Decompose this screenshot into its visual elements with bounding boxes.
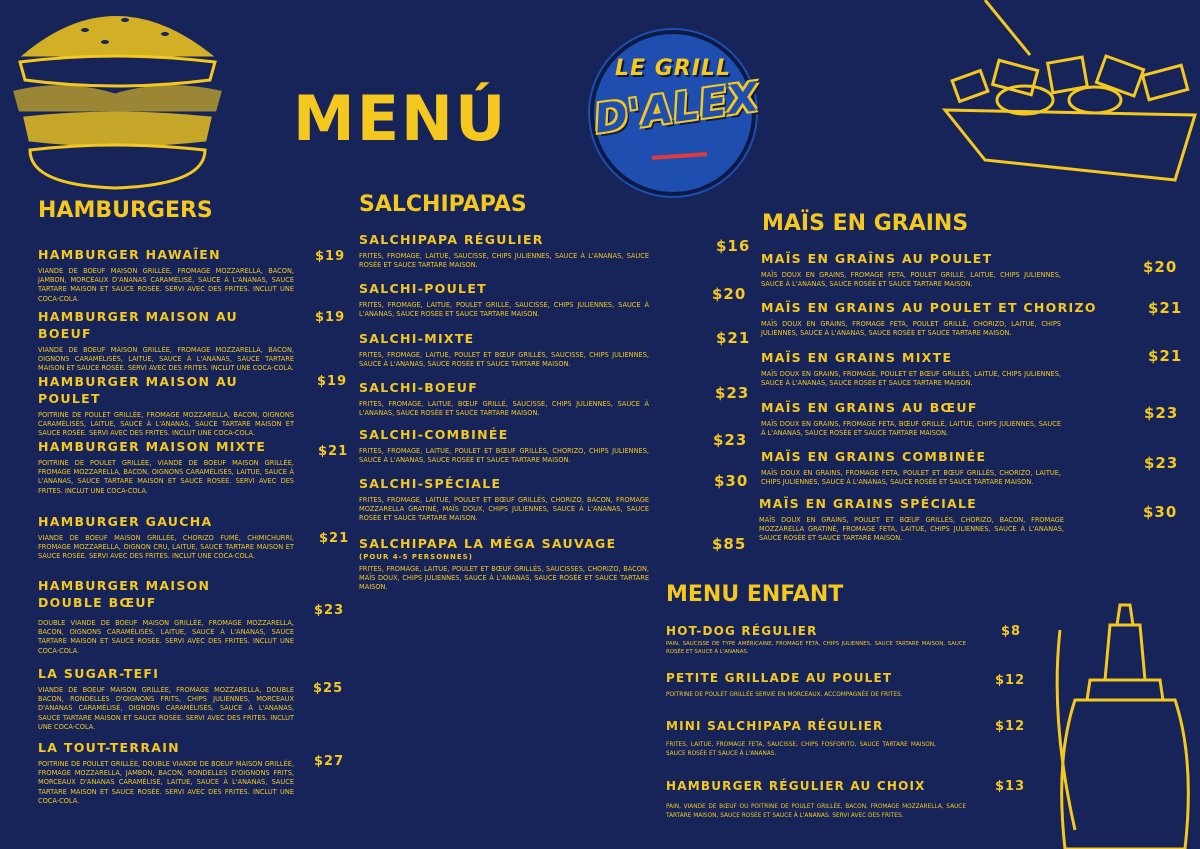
item-name: SALCHI-SPÉCIALE [359, 476, 502, 491]
sauce-bottle-illustration [1045, 600, 1200, 849]
item-description: MAÏS DOUX EN GRAINS, POULET ET BŒUF GRILLÉS, CHORIZO, BACON, FROMAGE MOZZARELLA GRATINÉ, FROMAGE FETA, LAITUE, CHIPS JULIENNES, SAUCE À L'ANANAS, SAUCE ROSÉE ET SAUCE TARTARE MAISON. [759, 516, 1064, 543]
item-description: VIANDE DE BOEUF MAISON GRILLÉE, FROMAGE MOZZARELLA, DOUBLE BACON, RONDELLES D'OIGNONS FRITS, CHIPS JULIENNES, MORCEAUX D'ANANAS CARAMÉLISÉ, OIGNONS CARAMÉLISÉS, SAUCE À L'ANANAS, SAUCE TARTARE MAISON ET SAUCE ROSÉE. SERVI AVEC DES FRITES. INCLUT UNE COCA-COLA. [38, 686, 294, 731]
menu-item [38, 665, 294, 732]
item-price: $23 [1144, 404, 1179, 422]
item-price: $21 [318, 444, 349, 459]
item-description: POITRINE DE POULET GRILLÉE, DOUBLE VIANDE DE BOEUF MAISON GRILLÉE, FROMAGE MOZZARELLA, JAMBON, BACON, RONDELLES D'OIGNONS FRITS, MORCEAUX D'ANANAS CARAMÉLISÉ, LAITUE, SAUCE À L'ANANAS, SAUCE TARTARE MAISON ET SAUCE ROSÉE. SERVI AVEC DES FRITES. INCLUT UNE COCA-COLA. [38, 760, 294, 805]
item-name: SALCHI-MIXTE [359, 331, 475, 346]
menu-item [38, 438, 294, 496]
item-description: PAIN, VIANDE DE BŒUF OU POITRINE DE POULET GRILLÉE, BACON, FROMAGE MOZZARELLA, SAUCE TARTARE MAISON, SAUCE ROSÉE ET SAUCE À L'ANANAS. SERVI AVEC DES FRITES. [666, 804, 966, 820]
menu-item [761, 399, 1101, 438]
menu-item [359, 535, 649, 593]
item-price: $25 [313, 681, 344, 696]
item-name: MAÏS EN GRAINS AU POULET ET CHORIZO [761, 300, 1097, 315]
item-price: $20 [1143, 258, 1178, 276]
item-price: $21 [1148, 299, 1183, 317]
item-price: $19 [315, 310, 346, 325]
item-name: MAÏS EN GRAINS COMBINÉE [761, 449, 987, 464]
section-title-hamburgers: HAMBURGERS [38, 198, 213, 223]
item-price: $12 [995, 673, 1026, 688]
item-price: $30 [714, 472, 749, 490]
menu-title: MENÚ [293, 82, 508, 155]
item-price: $21 [716, 329, 751, 347]
item-description: FRITES, FROMAGE, LAITUE, BŒUF GRILLÉ, SAUCISSE, CHIPS JULIENNES, SAUCE À L'ANANAS, SAUCE ROSÉE ET SAUCE TARTARE MAISON. [359, 400, 649, 418]
item-price: $20 [712, 285, 747, 303]
item-name: MINI SALCHIPAPA RÉGULIER [666, 719, 884, 733]
item-name: HAMBURGER HAWAÏEN [38, 247, 221, 262]
menu-item [359, 231, 649, 270]
menu-item [359, 379, 649, 418]
item-name: MAÏS EN GRAINS SPÉCIALE [759, 496, 978, 511]
item-name: SALCHI-POULET [359, 281, 487, 296]
item-price: $21 [319, 531, 350, 546]
item-price: $8 [1001, 624, 1022, 639]
item-name: SALCHI-COMBINÉE [359, 427, 509, 442]
menu-item [666, 623, 966, 656]
item-description: FRITES, FROMAGE, LAITUE, POULET ET BŒUF GRILLÉS, SAUCISSE, CHIPS JULIENNES, SAUCE À L'ANANAS, SAUCE ROSÉE ET SAUCE TARTARE MAISON. [359, 351, 649, 369]
item-description: MAÏS DOUX EN GRAINS, FROMAGE FETA, POULET GRILLÉ, CHORIZO, LAITUE, CHIPS JULIENNES, SAUCE À L'ANANAS, SAUCE ROSÉE ET SAUCE TARTARE MAISON. [761, 320, 1061, 338]
item-name: MAÏS EN GRAINS AU BŒUF [761, 400, 978, 415]
item-price: $23 [713, 431, 748, 449]
item-price: $23 [1144, 454, 1179, 472]
item-price: $19 [317, 374, 348, 389]
item-description: DOUBLE VIANDE DE BOEUF MAISON GRILLÉE, FROMAGE MOZZARELLA, BACON, OIGNONS CARAMÉLISÉS, LAITUE, SAUCE À L'ANANAS, SAUCE TARTARE MAISON ET SAUCE ROSÉE. SERVI AVEC DES FRITES. INCLUT UNE COCA-COLA. [38, 619, 294, 655]
item-name: MAÏS EN GRAINS MIXTE [761, 350, 953, 365]
item-name: PETITE GRILLADE AU POULET [666, 671, 893, 685]
restaurant-logo [590, 30, 763, 196]
item-name: SALCHI-BOEUF [359, 380, 479, 395]
item-description: MAÏS DOUX EN GRAINS, FROMAGE FETA, BŒUF GRILLÉ, LAITUE, CHIPS JULIENNES, SAUCE À L'ANANAS, SAUCE ROSÉE ET SAUCE TARTARE MAISON. [761, 420, 1061, 438]
menu-item [759, 495, 1099, 544]
item-description: FRITES, FROMAGE, LAITUE, POULET ET BŒUF GRILLÉS, CHORIZO, BACON, FROMAGE MOZZARELLA GRATINÉ, MAÏS DOUX, CHIPS JULIENNES, SAUCE À L'ANANAS, SAUCE ROSÉE ET SAUCE TARTARE MAISON. [359, 496, 649, 523]
menu-item [761, 349, 1101, 388]
item-name: HOT-DOG RÉGULIER [666, 624, 818, 638]
menu-item [38, 739, 294, 806]
item-name: HAMBURGER MAISON MIXTE [38, 439, 267, 454]
item-name: HAMBURGER MAISON AU BOEUF [38, 309, 238, 341]
item-price: $19 [315, 249, 346, 264]
menu-item [761, 299, 1101, 338]
logo-line-2: D'ALEX [591, 74, 763, 143]
section-title-salchipapas: SALCHIPAPAS [359, 192, 527, 217]
item-price: $30 [1143, 503, 1178, 521]
item-description: FRITES, FROMAGE, LAITUE, POULET ET BŒUF GRILLÉS, CHORIZO, CHIPS JULIENNES, SAUCE À L'ANANAS, SAUCE ROSÉE ET SAUCE TARTARE MAISON. [359, 447, 649, 465]
item-description: FRITES, LAITUE, FROMAGE FETA, SAUCISSE, CHIPS FOSFORITO, SAUCE TARTARE MAISON, SAUCE ROSÉE ET SAUCE À L'ANANAS. [666, 742, 936, 758]
menu-item [359, 426, 649, 465]
item-price: $23 [715, 384, 750, 402]
item-name: HAMBURGER MAISON AU POULET [38, 374, 238, 406]
item-description: POITRINE DE POULET GRILLÉE, FROMAGE MOZZARELLA, BACON, OIGNONS CARAMÉLISÉS, LAITUE, SAUCE À L'ANANAS, SAUCE TARTARE MAISON ET SAUCE ROSÉE. SERVI AVEC DES FRITES. INCLUT UNE COCA-COLA. [38, 411, 294, 438]
menu-item [38, 308, 294, 374]
menu-item [38, 373, 294, 439]
item-price: $16 [716, 237, 751, 255]
menu-item [38, 577, 294, 656]
menu-item [359, 330, 649, 369]
item-subtitle: (POUR 4-5 PERSONNES) [359, 553, 473, 561]
menu-item [666, 718, 966, 759]
burger-illustration [5, 0, 230, 190]
item-description: FRITES, FROMAGE, LAITUE, SAUCISSE, CHIPS JULIENNES, SAUCE À L'ANANAS, SAUCE ROSÉE ET SAUCE TARTARE MAISON. [359, 252, 649, 270]
item-name: SALCHIPAPA RÉGULIER [359, 232, 544, 247]
item-description: VIANDE DE BOEUF MAISON GRILLÉE, CHORIZO FUMÉ, CHIMICHURRI, FROMAGE MOZZARELLA, OIGNON CRU, LAITUE, SAUCE TARTARE MAISON ET SAUCE ROSÉE. SERVI AVEC DES FRITES. INCLUT UNE COCA-COLA. [38, 534, 294, 561]
menu-item [666, 778, 966, 821]
item-name: LA TOUT-TERRAIN [38, 740, 180, 755]
item-description: MAÏS DOUX EN GRAINS, FROMAGE, POULET ET BŒUF GRILLÉS, LAITUE, CHIPS JULIENNES, SAUCE À L'ANANAS, SAUCE ROSÉE ET SAUCE TARTARE MAISON. [761, 370, 1061, 388]
fries-bowl-illustration [925, 0, 1200, 185]
item-description: POITRINE DE POULET GRILLÉE SERVIE EN MORCEAUX, ACCOMPAGNÉE DE FRITES. [666, 692, 903, 698]
item-name: HAMBURGER MAISON DOUBLE BŒUF [38, 578, 211, 610]
item-name: HAMBURGER GAUCHA [38, 514, 213, 529]
logo-brush-stroke [652, 152, 707, 160]
section-title-mais: MAÏS EN GRAINS [762, 211, 969, 236]
item-name: LA SUGAR-TEFI [38, 666, 160, 681]
item-name: SALCHIPAPA LA MÉGA SAUVAGE [359, 536, 617, 551]
menu-item [666, 670, 966, 700]
item-name: MAÏS EN GRAÎNS AU POULET [761, 251, 993, 266]
menu-item [38, 246, 294, 304]
menu-item [761, 250, 1101, 289]
item-name: HAMBURGER RÉGULIER AU CHOIX [666, 779, 926, 793]
menu-item [359, 475, 649, 524]
item-description: PAIN, SAUCISSE DE TYPE AMÉRICAINE, FROMAGE FETA, CHIPS JULIENNES, SAUCE TARTARE MAISON, SAUCE ROSÉE ET SAUCE À L'ANANAS. [666, 641, 966, 655]
menu-item [38, 513, 294, 562]
menu-item [359, 280, 649, 319]
item-description: MAÏS DOUX EN GRAINS, FROMAGE FETA, POULET ET BŒUF GRILLÉS, CHORIZO, LAITUE, CHIPS JULIENNES, SAUCE À L'ANANAS, SAUCE ROSÉE ET SAUCE TARTARE MAISON. [761, 469, 1061, 487]
item-description: VIANDE DE BOEUF MAISON GRILLÉE, FROMAGE MOZZARELLA, BACON, OIGNONS CARAMÉLISÉS, LAITUE, SAUCE À L'ANANAS, SAUCE TARTARE MAISON ET SAUCE ROSÉE. SERVI AVEC DES FRITES. INCLUT UNE COCA-COLA. [38, 346, 294, 373]
item-description: FRITES, FROMAGE, LAITUE, POULET ET BŒUF GRILLÉS, SAUCISSES, CHORIZO, BACON, MAÏS DOUX, CHIPS JULIENNES, SAUCE À L'ANANAS, SAUCE ROSÉE ET SAUCE TARTARE MAISON. [359, 565, 649, 592]
item-description: MAÏS DOUX EN GRAINS, FROMAGE FETA, POULET GRILLÉ, LAITUE, CHIPS JULIENNES, SAUCE À L'ANANAS, SAUCE ROSÉE ET SAUCE TARTARE MAISON. [761, 271, 1061, 289]
item-price: $21 [1148, 347, 1183, 365]
item-description: VIANDE DE BOEUF MAISON GRILLÉE, FROMAGE MOZZARELLA, BACON, JAMBON, MORCEAUX D'ANANAS CARAMÉLISÉ, SAUCE À L'ANANAS, SAUCE TARTARE MAISON ET SAUCE ROSÉE. SERVI AVEC DES FRITES. INCLUT UNE COCA-COLA. [38, 267, 294, 303]
item-description: POITRINE DE POULET GRILLÉE, VIANDE DE BOEUF MAISON GRILLÉE, FROMAGE MOZZARELLA, BACON, OIGNONS CARAMÉLISÉS, LAITUE, SAUCE À L'ANANAS, SAUCE TARTARE MAISON ET SAUCE ROSÉE. SERVI AVEC DES FRITES. INCLUT UNE COCA-COLA. [38, 459, 294, 495]
item-price: $27 [314, 754, 345, 769]
section-title-enfant: MENU ENFANT [666, 582, 844, 607]
menu-item [761, 448, 1101, 487]
item-price: $23 [314, 603, 345, 618]
item-price: $85 [712, 535, 747, 553]
logo-line-1: LE GRILL [615, 56, 731, 81]
item-price: $13 [995, 779, 1026, 794]
item-price: $12 [995, 719, 1026, 734]
item-description: FRITES, FROMAGE, LAITUE, POULET GRILLÉ, SAUCISSE, CHIPS JULIENNES, SAUCE À L'ANANAS, SAUCE ROSÉE ET SAUCE TARTARE MAISON. [359, 301, 649, 319]
